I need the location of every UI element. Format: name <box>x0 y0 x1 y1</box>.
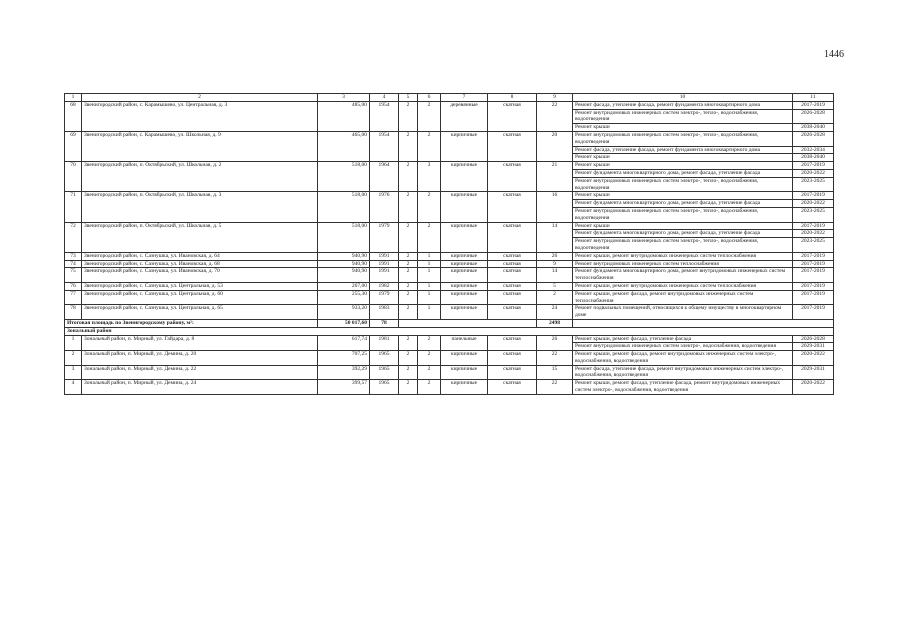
residents-cell: 15 <box>537 365 573 380</box>
area-cell: 940,90 <box>318 268 370 283</box>
work-type-cell: Ремонт крыши, ремонт фасада, утепление фасада <box>573 335 793 343</box>
work-type-cell: Ремонт крыши <box>573 162 793 170</box>
address-cell: Звенигородский район, с. Карамышево, ул. Школьная, д. 9 <box>82 131 318 161</box>
floors-cell: 2 <box>399 222 418 252</box>
period-cell: 2023-2025 <box>793 177 834 192</box>
row-number: 70 <box>65 162 82 192</box>
address-cell: Звенигородский район, с. Сазнушка, ул. Центральная, д. 53 <box>82 282 318 290</box>
year-cell: 1982 <box>370 282 399 290</box>
column-number: 10 <box>573 94 793 102</box>
floors-cell: 2 <box>399 282 418 290</box>
table-row <box>65 192 834 200</box>
area-cell: 707,25 <box>318 351 370 366</box>
wall-material-cell: кирпичные <box>441 252 488 260</box>
column-number: 11 <box>793 94 834 102</box>
area-cell: 940,90 <box>318 260 370 268</box>
floors-cell: 2 <box>399 252 418 260</box>
column-number: 9 <box>537 94 573 102</box>
period-cell: 2017-2019 <box>793 101 834 109</box>
area-cell: 267,00 <box>318 282 370 290</box>
row-number: 71 <box>65 192 82 222</box>
wall-material-cell: кирпичные <box>441 268 488 283</box>
area-cell: 518,00 <box>318 162 370 192</box>
work-type-cell: Ремонт крыши, ремонт фасада, ремонт внутридомовых инженерных систем теплоснабжения <box>573 290 793 305</box>
entrances-cell: 2 <box>418 380 441 395</box>
period-cell: 2023-2025 <box>793 238 834 253</box>
table-row <box>65 282 834 290</box>
address-cell: Зональный район, п. Мирный, ул. Демина, д. 20 <box>82 351 318 366</box>
year-cell: 1965 <box>370 351 399 366</box>
year-cell: 1954 <box>370 101 399 131</box>
wall-material-cell: кирпичные <box>441 192 488 222</box>
period-cell: 2038-2040 <box>793 124 834 132</box>
row-number: 73 <box>65 252 82 260</box>
address-cell: Звенигородский район, с. Карамышево, ул. Центральная, д. 3 <box>82 101 318 131</box>
total-area: 50 017,60 <box>318 319 370 327</box>
floors-cell: 2 <box>399 162 418 192</box>
year-cell: 1979 <box>370 222 399 252</box>
wall-material-cell: кирпичные <box>441 380 488 395</box>
entrances-cell: 2 <box>418 365 441 380</box>
work-type-cell: Ремонт внутридомовых инженерных систем электро-, тепло-, водоснабжения, водоотведения <box>573 109 793 124</box>
roof-type-cell: скатная <box>488 290 537 305</box>
area-cell: 617,74 <box>318 335 370 351</box>
area-cell: 392,29 <box>318 365 370 380</box>
wall-material-cell: кирпичные <box>441 282 488 290</box>
work-type-cell: Ремонт крыши <box>573 154 793 162</box>
period-cell: 2017-2019 <box>793 268 834 283</box>
entrances-cell: 2 <box>418 192 441 222</box>
area-cell: 485,00 <box>318 101 370 131</box>
residents-cell: 24 <box>537 305 573 320</box>
work-type-cell: Ремонт крыши, ремонт внутридомовых инженерных систем теплоснабжения <box>573 252 793 260</box>
period-cell: 2017-2019 <box>793 305 834 320</box>
roof-type-cell: скатная <box>488 365 537 380</box>
year-cell: 1981 <box>370 335 399 351</box>
total-row <box>65 319 834 327</box>
table-row <box>65 351 834 366</box>
work-type-cell: Ремонт внутридомовых инженерных систем электро-, тепло-, водоснабжения, водоотведения <box>573 238 793 253</box>
address-cell: Звенигородский район, с. Сазнушка, ул. Ивановская, д. 70 <box>82 268 318 283</box>
year-cell: 1991 <box>370 252 399 260</box>
period-cell: 2020-2022 <box>793 200 834 208</box>
roof-type-cell: скатная <box>488 260 537 268</box>
row-number: 1 <box>65 335 82 351</box>
residents-cell: 5 <box>537 282 573 290</box>
table-row <box>65 260 834 268</box>
area-cell: 940,90 <box>318 252 370 260</box>
address-cell: Звенигородский район, п. Октябрьский, ул. Школьная, д. 2 <box>82 162 318 192</box>
floors-cell: 2 <box>399 351 418 366</box>
floors-cell: 2 <box>399 268 418 283</box>
table-row <box>65 305 834 320</box>
work-type-cell: Ремонт фундамента многоквартирного дома, ремонт фасада, утепление фасада <box>573 200 793 208</box>
table-row <box>65 380 834 395</box>
section-row <box>65 327 834 335</box>
address-cell: Зональный район, п. Мирный, ул. Гайдара, д. 8 <box>82 335 318 351</box>
total-label: Итоговая площадь по Звенигородскому району, м²: <box>65 319 318 327</box>
entrances-cell: 3 <box>418 162 441 192</box>
entrances-cell: 1 <box>418 305 441 320</box>
period-cell: 2026-2028 <box>793 335 834 343</box>
wall-material-cell: кирпичные <box>441 290 488 305</box>
period-cell: 2029-2031 <box>793 365 834 380</box>
work-type-cell: Ремонт внутридомовых инженерных систем теплоснабжения <box>573 260 793 268</box>
period-cell: 2020-2022 <box>793 169 834 177</box>
work-type-cell: Ремонт крыши <box>573 222 793 230</box>
wall-material-cell: панельные <box>441 335 488 351</box>
roof-type-cell: скатная <box>488 351 537 366</box>
row-number: 76 <box>65 282 82 290</box>
roof-type-cell: скатная <box>488 380 537 395</box>
work-type-cell: Ремонт фундамента многоквартирного дома, ремонт фасада, утепление фасада <box>573 230 793 238</box>
buildings-table <box>64 93 834 395</box>
table-row <box>65 252 834 260</box>
work-type-cell: Ремонт крыши <box>573 192 793 200</box>
address-cell: Звенигородский район, с. Сазнушка, ул. Ивановская, д. 68 <box>82 260 318 268</box>
residents-cell: 14 <box>537 222 573 252</box>
roof-type-cell: скатная <box>488 335 537 351</box>
address-cell: Звенигородский район, с. Сазнушка, ул. Ивановская, д. 64 <box>82 252 318 260</box>
wall-material-cell: кирпичные <box>441 222 488 252</box>
residents-cell: 2 <box>537 290 573 305</box>
row-number: 74 <box>65 260 82 268</box>
roof-type-cell: скатная <box>488 252 537 260</box>
period-cell: 2017-2019 <box>793 222 834 230</box>
row-number: 4 <box>65 380 82 395</box>
address-cell: Звенигородский район, с. Сазнушка, ул. Центральная, д. 60 <box>82 290 318 305</box>
residents-cell: 22 <box>537 351 573 366</box>
address-cell: Зональный район, п. Мирный, ул. Демина, д. 22 <box>82 365 318 380</box>
year-cell: 1976 <box>370 192 399 222</box>
year-cell: 1991 <box>370 268 399 283</box>
entrances-cell: 1 <box>418 260 441 268</box>
column-number: 7 <box>441 94 488 102</box>
floors-cell: 2 <box>399 365 418 380</box>
address-cell: Зональный район, п. Мирный, ул. Демина, д. 24 <box>82 380 318 395</box>
area-cell: 465,00 <box>318 131 370 161</box>
wall-material-cell: кирпичные <box>441 365 488 380</box>
period-cell: 2032-2034 <box>793 146 834 154</box>
year-cell: 1965 <box>370 380 399 395</box>
entrances-cell: 2 <box>418 351 441 366</box>
residents-cell: 9 <box>537 260 573 268</box>
floors-cell: 2 <box>399 335 418 351</box>
table-row <box>65 131 834 146</box>
residents-cell: 22 <box>537 101 573 131</box>
table-row <box>65 101 834 109</box>
roof-type-cell: скатная <box>488 222 537 252</box>
wall-material-cell: кирпичные <box>441 162 488 192</box>
table-row <box>65 365 834 380</box>
roof-type-cell: скатная <box>488 192 537 222</box>
roof-type-cell: скатная <box>488 305 537 320</box>
period-cell: 2017-2019 <box>793 290 834 305</box>
wall-material-cell: кирпичные <box>441 131 488 161</box>
period-cell: 2038-2040 <box>793 154 834 162</box>
residents-cell: 21 <box>537 162 573 192</box>
work-type-cell: Ремонт крыши, ремонт фасада, утепление фасада, ремонт внутридомовых инженерных систем электро-, водоснабжения, водоотведения <box>573 380 793 395</box>
work-type-cell: Ремонт крыши, ремонт внутридомовых инженерных систем теплоснабжения <box>573 282 793 290</box>
table-row <box>65 222 834 230</box>
work-type-cell: Ремонт фундамента многоквартирного дома, ремонт фасада, утепление фасада <box>573 169 793 177</box>
empty-cell <box>573 319 834 327</box>
floors-cell: 2 <box>399 305 418 320</box>
work-type-cell: Ремонт крыши, ремонт фасада, ремонт внутридомовых инженерных систем электро-, водоснабжения, водоотведения <box>573 351 793 366</box>
column-number-row <box>65 94 834 102</box>
wall-material-cell: кирпичные <box>441 260 488 268</box>
address-cell: Звенигородский район, п. Октябрьский, ул. Школьная, д. 3 <box>82 192 318 222</box>
column-number: 2 <box>82 94 318 102</box>
column-number: 3 <box>318 94 370 102</box>
table-row <box>65 162 834 170</box>
address-cell: Звенигородский район, п. Октябрьский, ул. Школьная, д. 5 <box>82 222 318 252</box>
entrances-cell: 2 <box>418 131 441 161</box>
row-number: 72 <box>65 222 82 252</box>
entrances-cell: 1 <box>418 252 441 260</box>
residents-cell: 22 <box>537 380 573 395</box>
total-count: 78 <box>370 319 399 327</box>
work-type-cell: Ремонт подвальных помещений, относящихся к общему имуществу в многоквартирном доме <box>573 305 793 320</box>
year-cell: 1979 <box>370 290 399 305</box>
entrances-cell: 1 <box>418 290 441 305</box>
work-type-cell: Ремонт фасада, утепление фасада, ремонт фундамента многоквартирного дома <box>573 101 793 109</box>
period-cell: 2020-2022 <box>793 380 834 395</box>
area-cell: 518,00 <box>318 222 370 252</box>
period-cell: 2017-2019 <box>793 282 834 290</box>
year-cell: 1983 <box>370 305 399 320</box>
floors-cell: 2 <box>399 192 418 222</box>
section-title: Зональный район <box>65 327 834 335</box>
year-cell: 1965 <box>370 365 399 380</box>
wall-material-cell: кирпичные <box>441 305 488 320</box>
year-cell: 1991 <box>370 260 399 268</box>
row-number: 78 <box>65 305 82 320</box>
work-type-cell: Ремонт внутридомовых инженерных систем электро-, тепло-, водоснабжения, водоотведения <box>573 207 793 222</box>
period-cell: 2017-2019 <box>793 260 834 268</box>
year-cell: 1964 <box>370 162 399 192</box>
table-row <box>65 290 834 305</box>
total-residents: 2498 <box>537 319 573 327</box>
table-row <box>65 268 834 283</box>
floors-cell: 2 <box>399 380 418 395</box>
wall-material-cell: кирпичные <box>441 351 488 366</box>
empty-cell <box>399 319 537 327</box>
row-number: 2 <box>65 351 82 366</box>
area-cell: 255,30 <box>318 290 370 305</box>
work-type-cell: Ремонт внутридомовых инженерных систем электро-, водоснабжения, водоотведения <box>573 343 793 351</box>
floors-cell: 2 <box>399 101 418 131</box>
period-cell: 2023-2025 <box>793 207 834 222</box>
period-cell: 2026-2028 <box>793 109 834 124</box>
roof-type-cell: скатная <box>488 131 537 161</box>
roof-type-cell: скатная <box>488 162 537 192</box>
period-cell: 2020-2022 <box>793 351 834 366</box>
entrances-cell: 2 <box>418 222 441 252</box>
row-number: 75 <box>65 268 82 283</box>
row-number: 68 <box>65 101 82 131</box>
entrances-cell: 2 <box>418 101 441 131</box>
floors-cell: 2 <box>399 131 418 161</box>
residents-cell: 26 <box>537 335 573 351</box>
area-cell: 518,00 <box>318 192 370 222</box>
column-number: 6 <box>418 94 441 102</box>
work-type-cell: Ремонт фундамента многоквартирного дома, ремонт внутридомовых инженерных систем теплоснабжения <box>573 268 793 283</box>
floors-cell: 2 <box>399 260 418 268</box>
floors-cell: 2 <box>399 290 418 305</box>
page-number: 1446 <box>824 49 844 60</box>
entrances-cell: 1 <box>418 282 441 290</box>
period-cell: 2029-2031 <box>793 343 834 351</box>
work-type-cell: Ремонт внутридомовых инженерных систем электро-, тепло-, водоснабжения, водоотведения <box>573 177 793 192</box>
roof-type-cell: скатная <box>488 282 537 290</box>
work-type-cell: Ремонт фасада, утепление фасада, ремонт внутридомовых инженерных систем электро-, водоснабжения, водоотведения <box>573 365 793 380</box>
row-number: 77 <box>65 290 82 305</box>
column-number: 1 <box>65 94 82 102</box>
period-cell: 2017-2019 <box>793 162 834 170</box>
area-cell: 933,20 <box>318 305 370 320</box>
residents-cell: 20 <box>537 131 573 161</box>
row-number: 69 <box>65 131 82 161</box>
entrances-cell: 1 <box>418 268 441 283</box>
column-number: 5 <box>399 94 418 102</box>
wall-material-cell: деревянные <box>441 101 488 131</box>
address-cell: Звенигородский район, с. Сазнушка, ул. Центральная, д. 65 <box>82 305 318 320</box>
entrances-cell: 2 <box>418 335 441 351</box>
period-cell: 2017-2019 <box>793 192 834 200</box>
residents-cell: 16 <box>537 192 573 222</box>
area-cell: 399,57 <box>318 380 370 395</box>
period-cell: 2026-2028 <box>793 131 834 146</box>
work-type-cell: Ремонт крыши <box>573 124 793 132</box>
residents-cell: 14 <box>537 268 573 283</box>
row-number: 3 <box>65 365 82 380</box>
column-number: 8 <box>488 94 537 102</box>
roof-type-cell: скатная <box>488 101 537 131</box>
column-number: 4 <box>370 94 399 102</box>
roof-type-cell: скатная <box>488 268 537 283</box>
table-row <box>65 335 834 343</box>
residents-cell: 26 <box>537 252 573 260</box>
year-cell: 1954 <box>370 131 399 161</box>
work-type-cell: Ремонт внутридомовых инженерных систем электро-, тепло-, водоснабжения, водоотведения <box>573 131 793 146</box>
work-type-cell: Ремонт фасада, утепление фасада, ремонт фундамента многоквартирного дома <box>573 146 793 154</box>
period-cell: 2017-2019 <box>793 252 834 260</box>
period-cell: 2020-2022 <box>793 230 834 238</box>
